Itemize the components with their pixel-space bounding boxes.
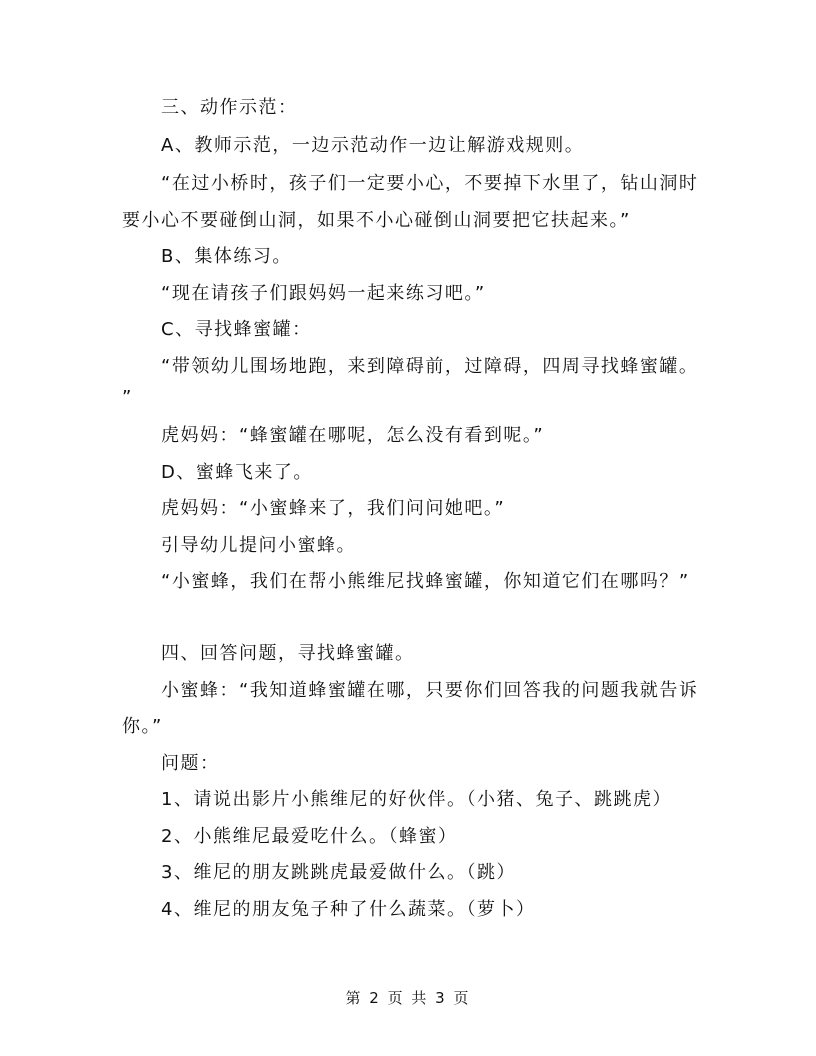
list-item: 3、维尼的朋友跳跳虎最爱做什么。（跳） [161,862,516,883]
paragraph-line: D、蜜蜂飞来了。 [161,462,313,483]
list-item: 4、维尼的朋友兔子种了什么蔬菜。（萝卜） [161,899,536,920]
paragraph-line: 要小心不要碰倒山洞，如果不小心碰倒山洞要把它扶起来。” [122,210,631,231]
paragraph-line: “小蜜蜂，我们在帮小熊维尼找蜂蜜罐，你知道它们在哪吗？” [161,571,690,592]
paragraph-line: C、寻找蜂蜜罐： [161,319,312,340]
paragraph-line: 引导幼儿提问小蜜蜂。 [161,535,356,556]
section-heading-3: 三、动作示范： [161,97,298,118]
paragraph-line: “现在请孩子们跟妈妈一起来练习吧。” [161,283,486,304]
paragraph-line: 虎妈妈：“小蜜蜂来了，我们问问她吧。” [161,498,506,519]
page-footer: 第 2 页 共 3 页 [345,989,471,1007]
list-item: 1、请说出影片小熊维尼的好伙伴。（小猪、兔子、跳跳虎） [161,789,672,810]
section-heading-4: 四、回答问题，寻找蜂蜜罐。 [161,643,415,664]
paragraph-line: 问题： [161,753,220,774]
paragraph-line: 你。” [122,716,163,737]
paragraph-line: ” [122,387,133,408]
paragraph-line: “在过小桥时，孩子们一定要小心，不要掉下水里了，钻山洞时 [161,173,699,194]
paragraph-line: A、教师示范，一边示范动作一边让解游戏规则。 [161,135,585,156]
paragraph-line: 小蜜蜂：“我知道蜂蜜罐在哪，只要你们回答我的问题我就告诉 [161,680,699,701]
paragraph-line: 虎妈妈：“蜂蜜罐在哪呢，怎么没有看到呢。” [161,425,545,446]
paragraph-line: B、集体练习。 [161,246,292,267]
paragraph-line: “带领幼儿围场地跑，来到障碍前，过障碍，四周寻找蜂蜜罐。 [161,356,699,377]
list-item: 2、小熊维尼最爱吃什么。（蜂蜜） [161,826,458,847]
